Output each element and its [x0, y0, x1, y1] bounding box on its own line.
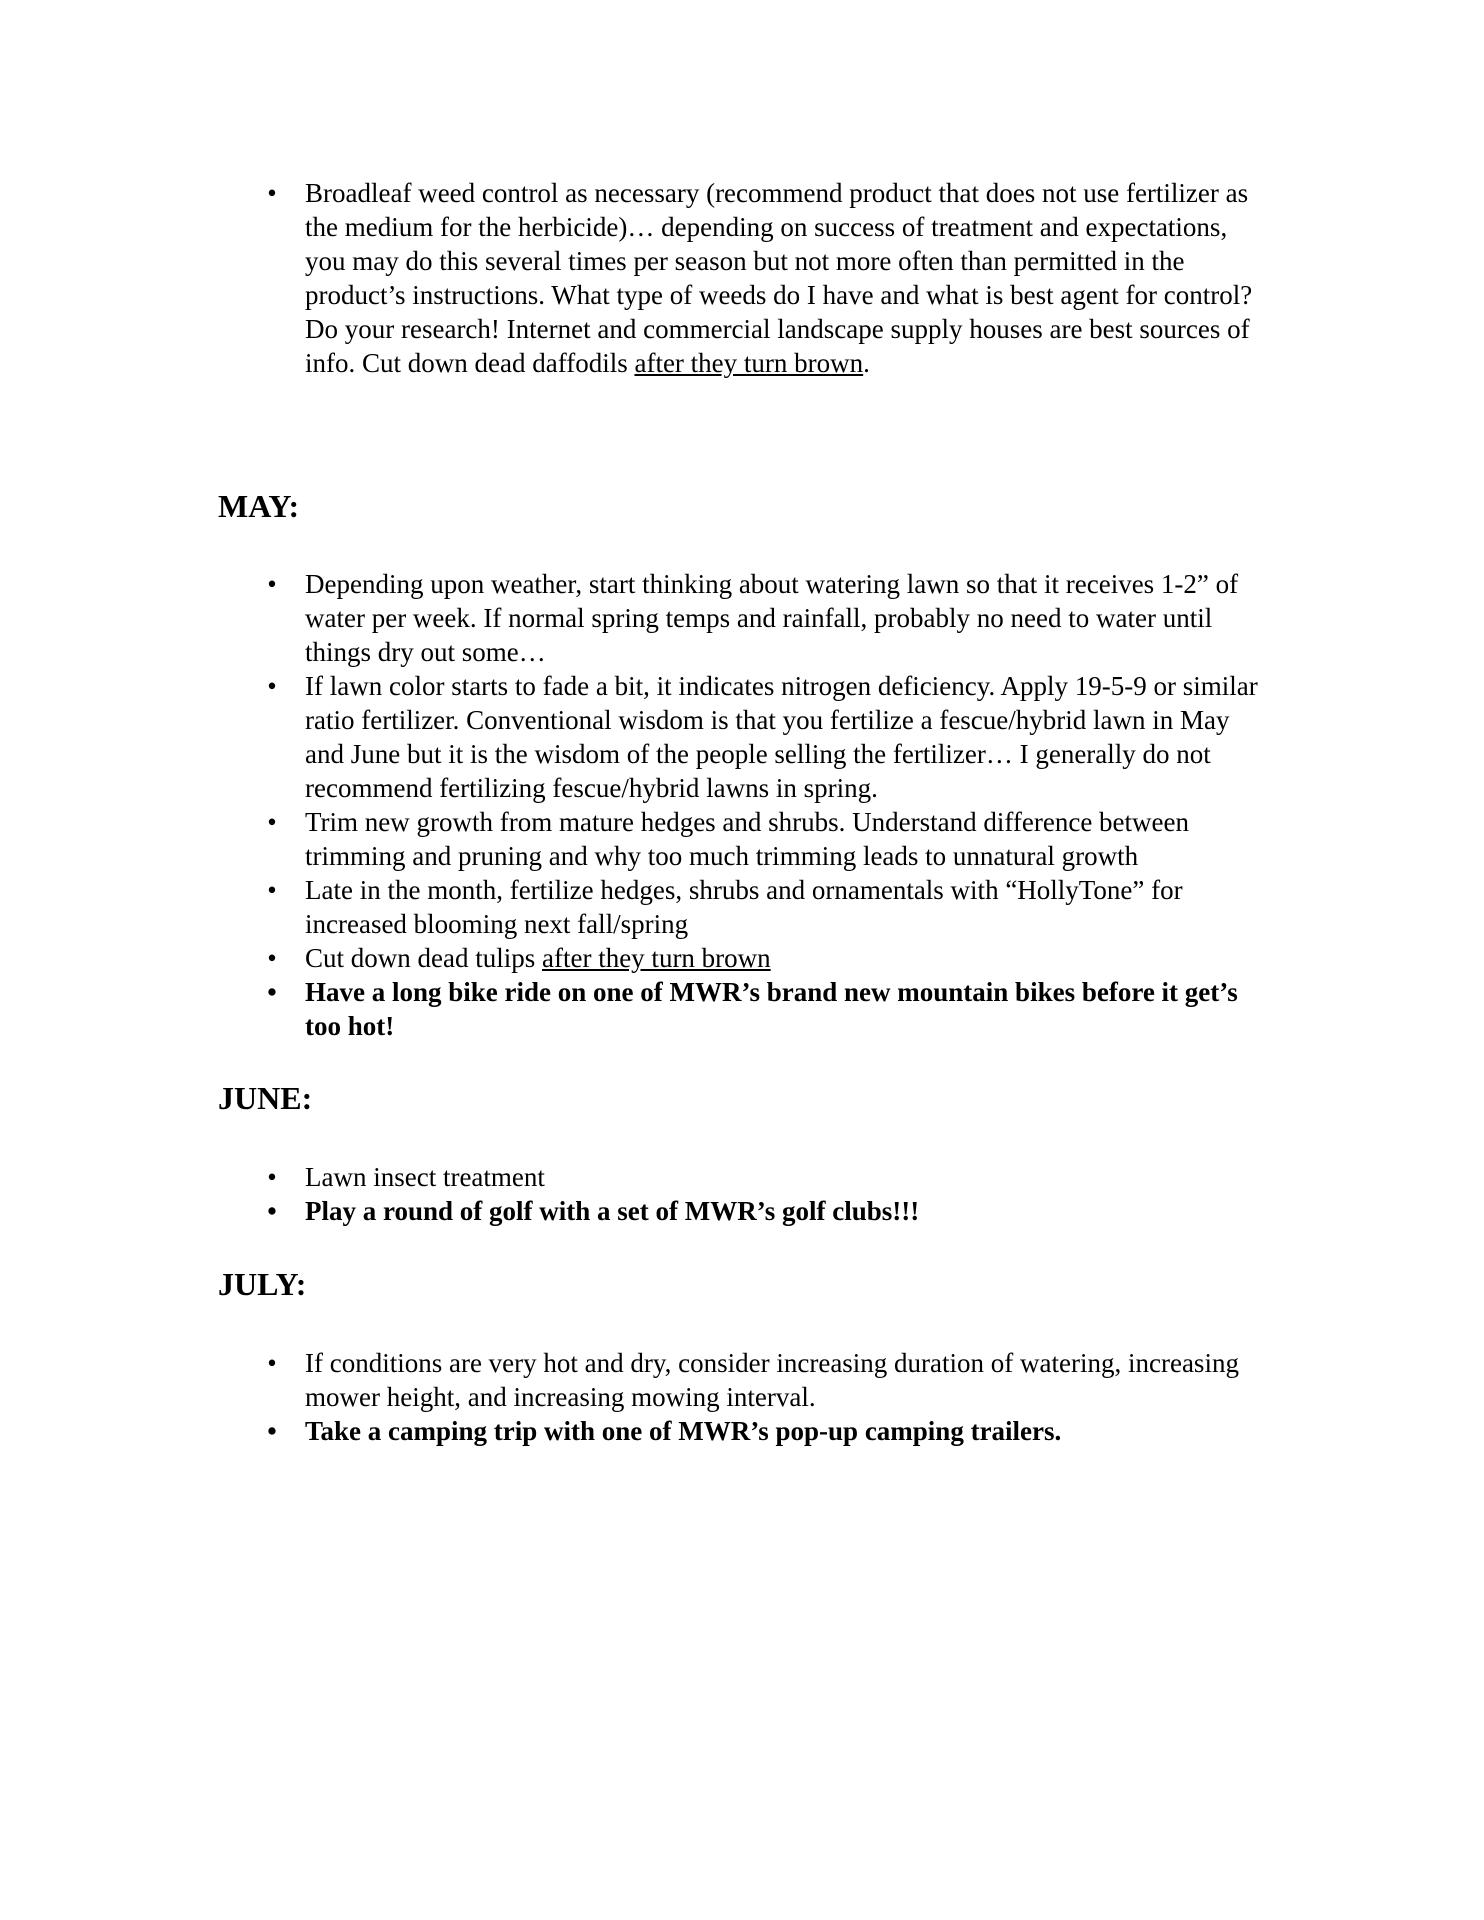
bullet-icon: • — [267, 178, 277, 208]
list-item-hot-dry — [267, 1346, 1265, 1414]
item-text: Lawn insect treatment — [305, 1162, 545, 1192]
bullet-icon: • — [267, 569, 277, 599]
list-item-watering — [267, 567, 1265, 669]
item-text: If lawn color starts to fade a bit, it indicates nitrogen deficiency. Apply 19-5-9 or similar ratio fertilizer. Conventional wisdom is that you fertilize a fescue/hybrid lawn in May and June but it is the wisdom of the people selling the fertilizer… I generally do not recommend fertilizing fescue/hybrid lawns in spring. — [305, 671, 1258, 803]
item-text: Trim new growth from mature hedges and shrubs. Understand difference between trimming and pruning and why too much trimming leads to unnatural growth — [305, 807, 1190, 871]
bullet-icon: • — [267, 671, 277, 701]
list-item-camping — [267, 1414, 1265, 1448]
item-text: Take a camping trip with one of MWR’s pop-up camping trailers. — [305, 1416, 1062, 1446]
item-text: Cut down dead tulips — [305, 943, 542, 973]
bullet-icon: • — [267, 1162, 277, 1192]
bullet-icon: • — [267, 1416, 277, 1446]
june-list — [267, 1160, 1265, 1228]
bullet-icon: • — [267, 943, 277, 973]
list-item-tulips — [267, 941, 1265, 975]
intro-list — [267, 176, 1265, 380]
item-text: Broadleaf weed control as necessary (recommend product that does not use fertilizer as the medium for the herbicide)… depending on success of treatment and expectations, you may do this several times per season but not more often than permitted in the product’s instructions. What type of weeds do I have and what is best agent for control? Do your research! Internet and commercial landscape supply houses are best sources of info. Cut down dead daffodils — [305, 178, 1253, 378]
bullet-icon: • — [267, 1196, 277, 1226]
item-text-end: . — [863, 348, 870, 378]
item-text: Play a round of golf with a set of MWR’s golf clubs!!! — [305, 1196, 920, 1226]
list-item-broadleaf-weed-control — [267, 176, 1265, 380]
list-item-hollytone — [267, 873, 1265, 941]
list-item-fertilizer — [267, 669, 1265, 805]
may-list — [267, 567, 1265, 1043]
heading-june: JUNE: — [218, 1080, 313, 1116]
underlined-text: after they turn brown — [634, 348, 864, 378]
bullet-icon: • — [267, 875, 277, 905]
item-text: Depending upon weather, start thinking about watering lawn so that it receives 1-2” of water per week. If normal spring temps and rainfall, probably no need to water until things dry out some… — [305, 569, 1239, 667]
list-item-bike-ride — [267, 975, 1265, 1043]
list-item-golf — [267, 1194, 1265, 1228]
bullet-icon: • — [267, 807, 277, 837]
heading-may: MAY: — [218, 488, 300, 524]
list-item-lawn-insect — [267, 1160, 1265, 1194]
bullet-icon: • — [267, 1348, 277, 1378]
july-list — [267, 1346, 1265, 1448]
heading-july: JULY: — [218, 1266, 307, 1302]
underlined-text: after they turn brown — [542, 943, 771, 973]
bullet-icon: • — [267, 977, 277, 1007]
list-item-trim-hedges — [267, 805, 1265, 873]
item-text: If conditions are very hot and dry, consider increasing duration of watering, increasing mower height, and increasing mowing interval. — [305, 1348, 1239, 1412]
item-text: Have a long bike ride on one of MWR’s brand new mountain bikes before it get’s too hot! — [305, 977, 1238, 1041]
item-text: Late in the month, fertilize hedges, shrubs and ornamentals with “HollyTone” for increased blooming next fall/spring — [305, 875, 1183, 939]
